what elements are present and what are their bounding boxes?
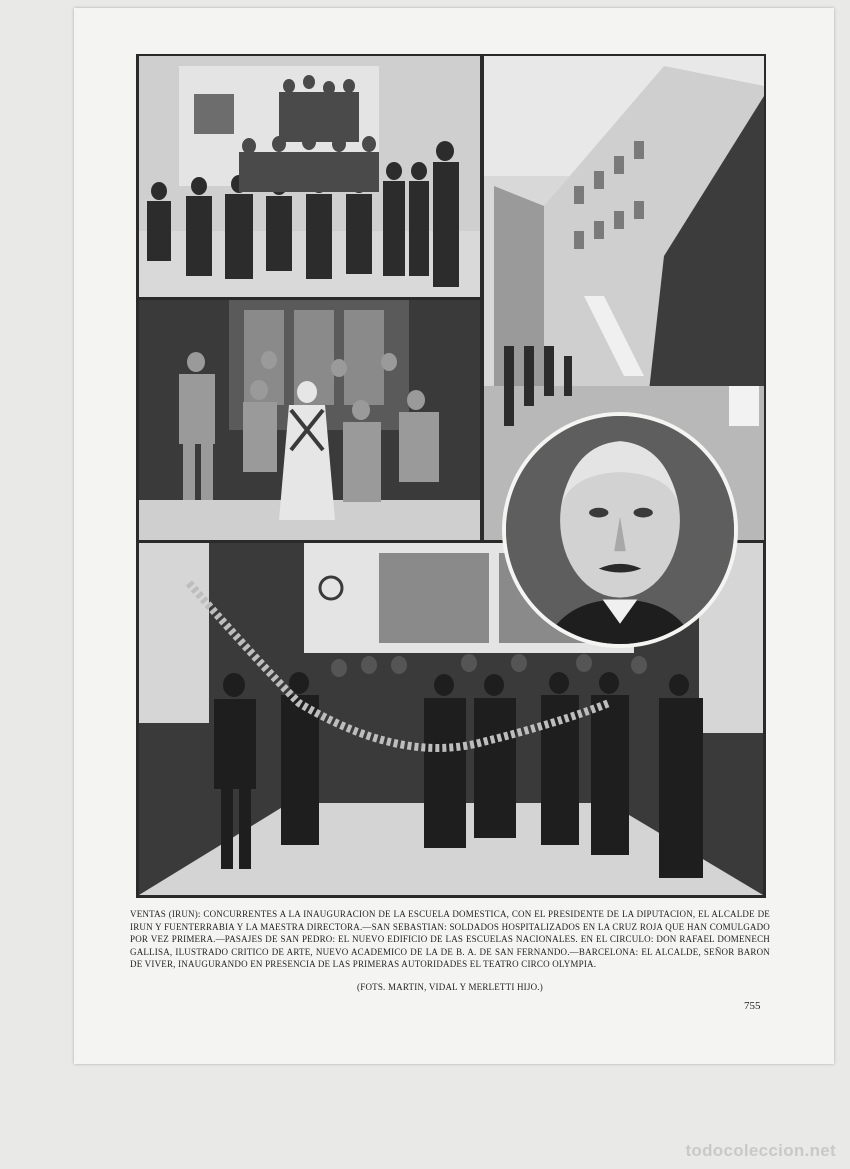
- watermark: todocoleccion.net: [685, 1141, 836, 1160]
- page-number: 755: [744, 1000, 761, 1012]
- photo-soldados-cruz-roja: [139, 300, 480, 540]
- photo-escuela-domestica: [139, 56, 480, 297]
- portrait-rafael-domenech: [502, 412, 738, 648]
- photo-credits: (FOTS. MARTIN, VIDAL Y MERLETTI HIJO.): [357, 982, 543, 992]
- photo-caption: VENTAS (IRUN): CONCURRENTES A LA INAUGURACION DE LA ESCUELA DOMESTICA, CON EL PRESIDENTE DE LA DIPUTACION, EL ALCALDE DE IRUN Y FUENTERRABIA Y LA MAESTRA DIRECTORA.—SAN SEBASTIAN: SOLDADOS HOSPITALIZADOS EN LA CRUZ ROJA QUE HAN COMULGADO POR VEZ PRIMERA.—PASAJES DE SAN PEDRO: EL NUEVO EDIFICIO DE LAS ESCUELAS NACIONALES. EN EL CIRCULO: DON RAFAEL DOMENECH GALLISA, ILUSTRADO CRITICO DE ARTE, NUEVO ACADEMICO DE LA DE B. A. DE SAN FERNANDO.—BARCELONA: EL ALCALDE, SEÑOR BARON DE VIVER, INAUGURANDO EN PRESENCIA DE LAS PRIMERAS AUTORIDADES EL TEATRO CIRCO OLYMPIA.: [130, 909, 770, 969]
